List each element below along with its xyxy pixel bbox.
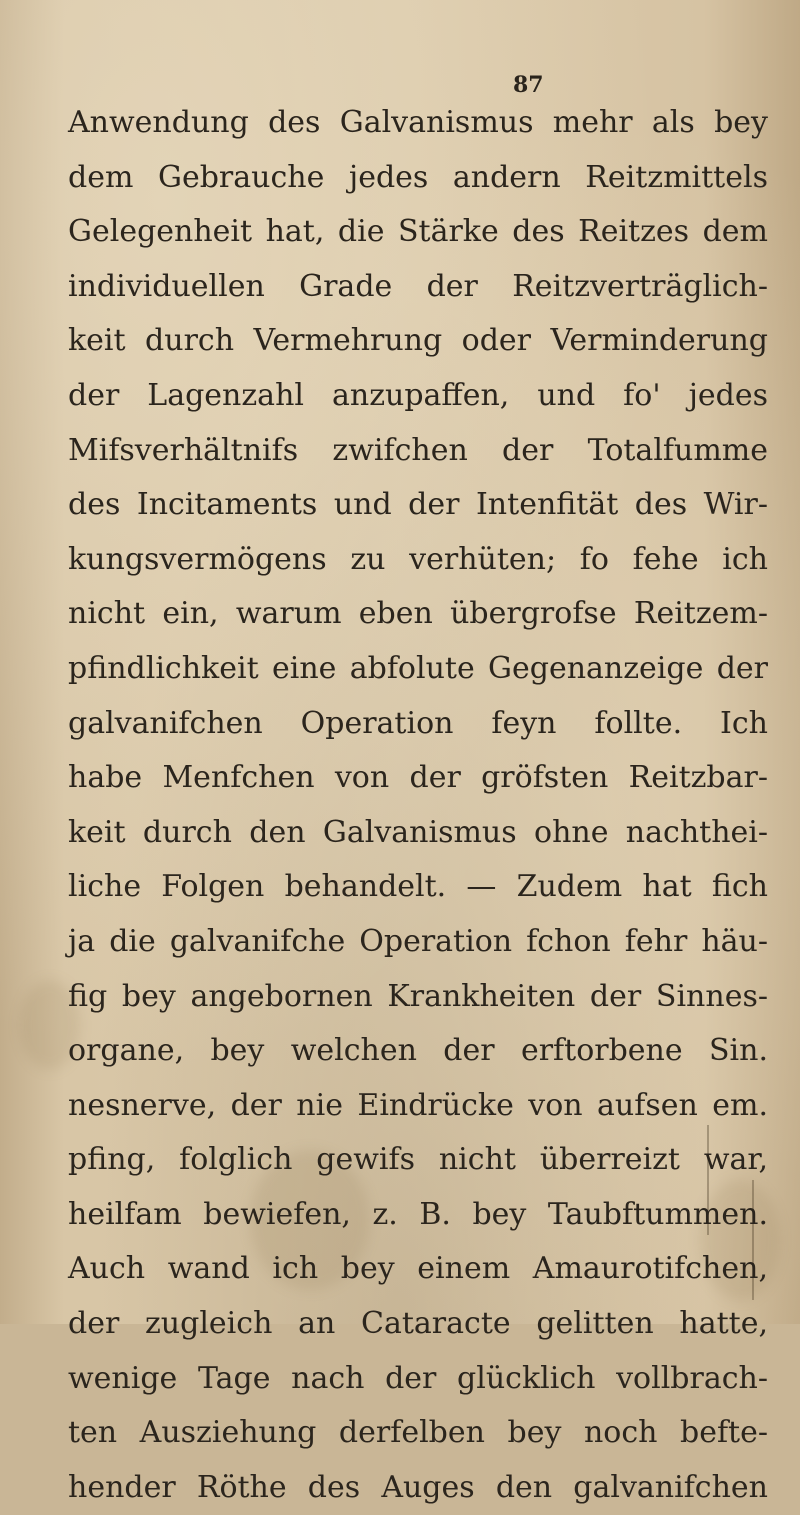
text-line: ja die galvanifche Operation fchon fehr häu- <box>68 923 768 959</box>
text-line: organe, bey welchen der erftorbene Sin. <box>68 1033 768 1069</box>
text-line: liche Folgen behandelt. — Zudem hat fich <box>68 869 768 905</box>
text-line: Mifsverhältnifs zwifchen der Totalfumme <box>68 432 768 468</box>
text-line: Anwendung des Galvanismus mehr als bey <box>68 105 768 140</box>
text-line: Auch wand ich bey einem Amaurotifchen, <box>68 1251 768 1287</box>
body-text <box>68 96 768 1515</box>
text-line: heilfam bewiefen, z. B. bey Taubftummen. <box>68 1196 768 1232</box>
text-line: keit durch Vermehrung oder Verminderung <box>68 323 768 359</box>
text-line: pfing, folglich gewifs nicht überreizt war, <box>68 1142 768 1178</box>
text-line: der Lagenzahl anzupaffen, und fo' jedes <box>68 377 768 413</box>
text-line: Gelegenheit hat, die Stärke des Reitzes dem <box>68 214 768 250</box>
text-line: der zugleich an Cataracte gelitten hatte, <box>68 1306 768 1342</box>
text-line: galvanifchen Operation feyn follte. Ich <box>68 705 768 741</box>
text-line: wenige Tage nach der glücklich vollbrach- <box>68 1360 768 1396</box>
text-line: habe Menfchen von der gröfsten Reitzbar- <box>68 760 768 796</box>
text-line: pfindlichkeit eine abfolute Gegenanzeige der <box>68 650 768 686</box>
page-number: 87 <box>513 72 544 98</box>
text-line: hender Röthe des Auges den galvanifchen <box>68 1469 768 1505</box>
text-line: fig bey angebornen Krankheiten der Sinnes- <box>68 978 768 1014</box>
text-line: dem Gebrauche jedes andern Reitzmittels <box>68 159 768 195</box>
text-line: kungsvermögens zu verhüten; fo fehe ich <box>68 541 768 577</box>
text-line: des Incitaments und der Intenfität des Wir- <box>68 487 768 523</box>
text-line: keit durch den Galvanismus ohne nachthei- <box>68 814 768 850</box>
text-line: ten Ausziehung derfelben bey noch befte- <box>68 1415 768 1451</box>
text-line: nesnerve, der nie Eindrücke von aufsen em. <box>68 1087 768 1123</box>
text-line: individuellen Grade der Reitzverträglich- <box>68 268 768 304</box>
text-line: nicht ein, warum eben übergrofse Reitzem- <box>68 596 768 632</box>
